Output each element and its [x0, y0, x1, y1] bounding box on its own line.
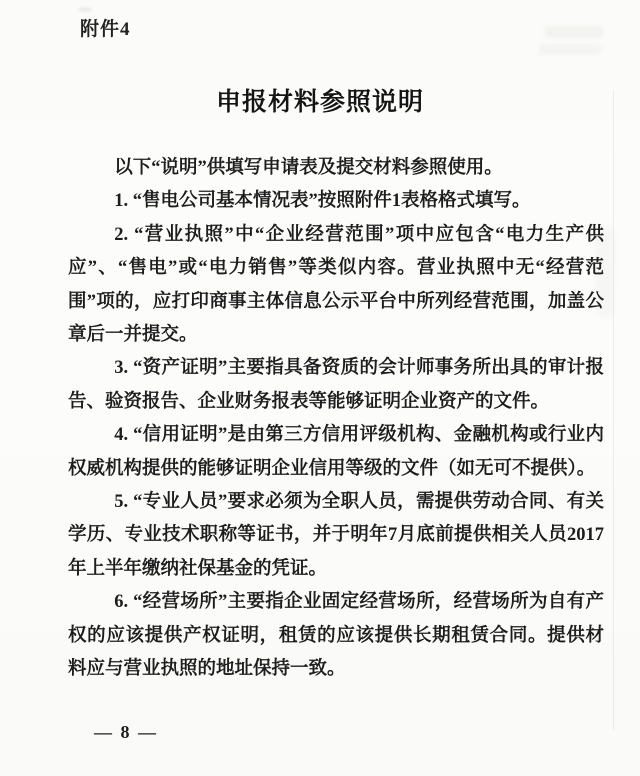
paragraph-item-4: 4. “信用证明”是由第三方信用评级机构、金融机构或行业内权威机构提供的能够证明企业信用等级的文件（如无可不提供）。: [68, 425, 604, 479]
paragraph-item-2: 2. “营业执照”中“企业经营范围”项中应包含“电力生产供应”、“售电”或“电力销售”等类似内容。营业执照中无“经营范围”项的，应打印商事主体信息公示平台中所列经营范围，加盖公章后一并提交。: [68, 224, 604, 346]
scan-edge-artifact: [613, 90, 614, 730]
scan-ghost-artifact: [545, 26, 603, 38]
scan-smudge-artifact: [78, 7, 92, 12]
document-title: 申报材料参照说明: [215, 89, 424, 116]
paragraph-item-1: 1. “售电公司基本情况表”按照附件1表格格式填写。: [114, 191, 531, 212]
document-body: [68, 152, 604, 687]
paragraph-intro: 以下“说明”供填写申请表及提交材料参照使用。: [114, 158, 503, 178]
scan-ghost-artifact: [596, 228, 614, 318]
paragraph-item-3: 3. “资产证明”主要指具备资质的会计师事务所出具的审计报告、验资报告、企业财务报表等能够证明企业资产的文件。: [68, 358, 604, 412]
paragraph-item-5: 5. “专业人员”要求必须为全职人员，需提供劳动合同、有关学历、专业技术职称等证书，并于明年7月底前提供相关人员2017年上半年缴纳社保基金的凭证。: [68, 492, 604, 579]
paragraph-item-6: 6. “经营场所”主要指企业固定经营场所，经营场所为自有产权的应该提供产权证明，租赁的应该提供长期租赁合同。提供材料应与营业执照的地址保持一致。: [68, 592, 604, 680]
attachment-label: 附件4: [80, 19, 131, 40]
scan-ghost-artifact: [538, 44, 602, 55]
page-number: — 8 —: [94, 722, 158, 742]
